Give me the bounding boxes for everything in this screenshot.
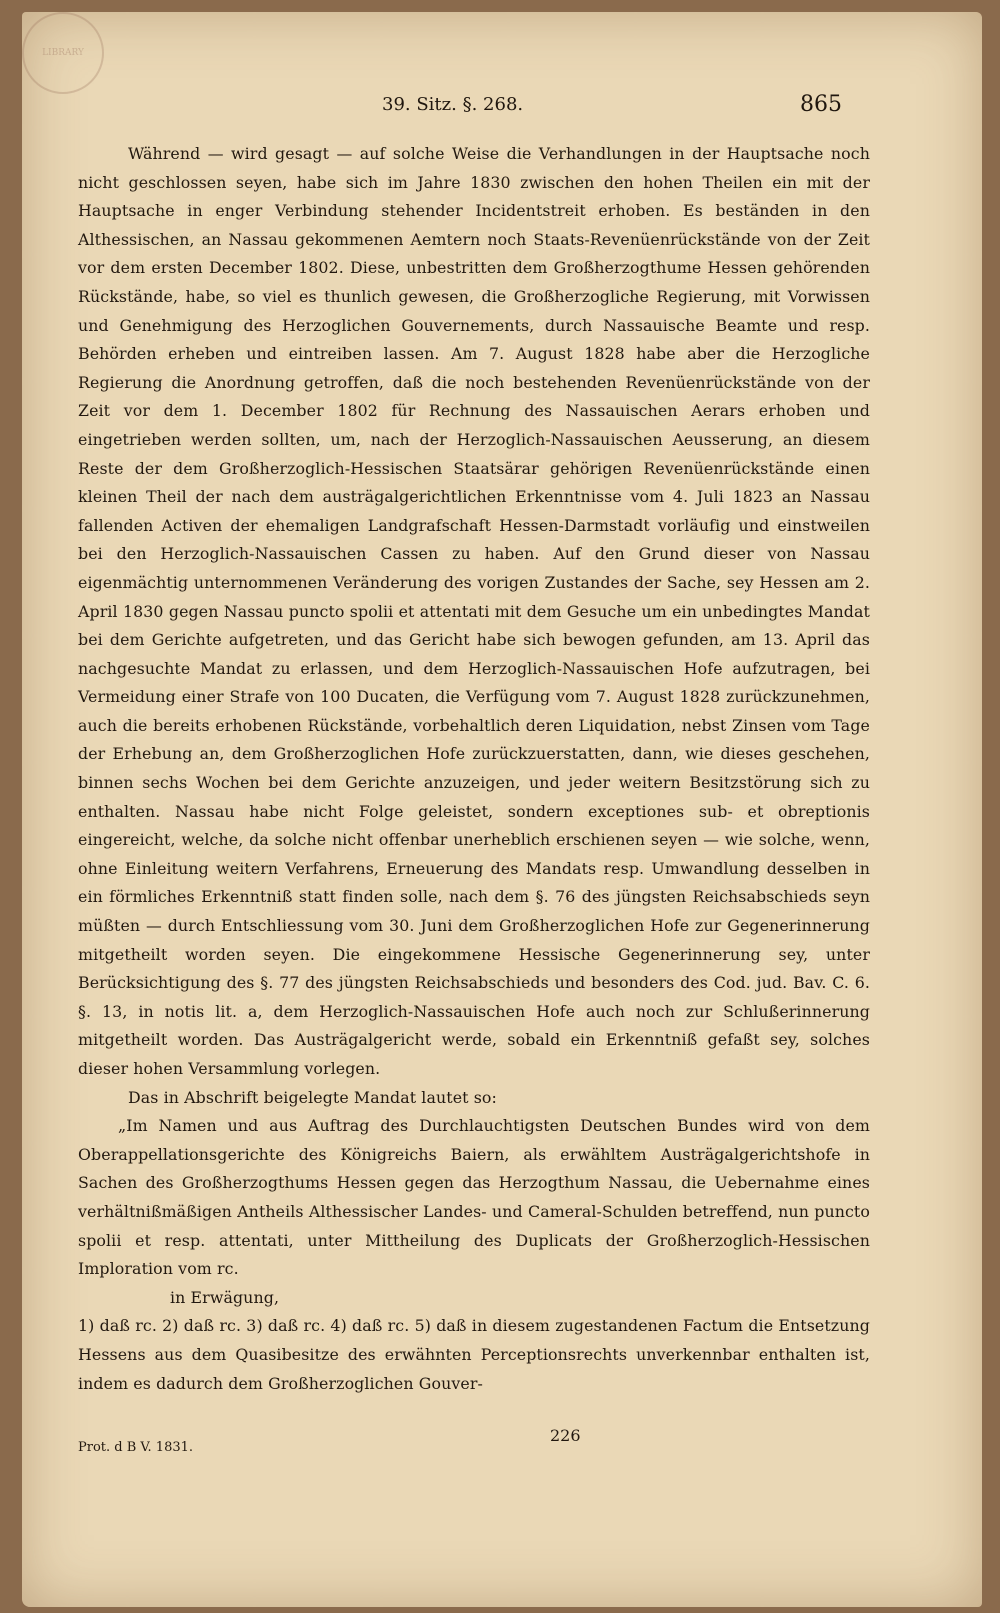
footer-signature-number: 226 (550, 1426, 581, 1445)
mandate-quote: „Im Namen und aus Auftrag des Durchlauchtigsten Deutschen Bundes wird von dem Oberappellationsgerichte des Königreichs Baiern, als erwähltem Austrägalgerichtshofe in Sachen des Großherzogthums Hessen gegen das Herzogthum Nassau, die Uebernahme eines verhältnißmäßigen Antheils Althessischer Landes- und Cameral-Schulden betreffend, nun puncto spolii et resp. attentati, unter Mittheilung des Duplicats der Großherzoglich-Hessischen Imploration vom rc. (78, 1116, 870, 1279)
paragraph: Während — wird gesagt — auf solche Weise die Verhandlungen in der Hauptsache noch nicht geschlossen seyen, habe sich im Jahre 1830 zwischen den hohen Theilen ein mit der Hauptsache in enger Verbindung stehender Incidentstreit erhoben. Es beständen in den Althessischen, an Nassau gekommenen Aemtern noch Staats-Revenüenrückstände von der Zeit vor dem ersten December 1802. Diese, unbestritten dem Großherzogthume Hessen gehörenden Rückstände, habe, so viel es thunlich gewesen, die Großherzogliche Regierung, mit Vorwissen und Genehmigung des Herzoglichen Gouvernements, durch Nassauische Beamte und resp. Behörden erheben und eintreiben lassen. Am 7. August 1828 habe aber die Herzogliche Regierung die Anordnung getroffen, daß die noch bestehenden Revenüenrückstände von der Zeit vor dem 1. December 1802 für Rechnung des Nassauischen Aerars erhoben und eingetrieben werden sollten, um, nach der Herzoglich-Nassauischen Aeusserung, an diesem Reste der dem Großherzoglich-Hessischen Staatsärar gehörigen Revenüenrückstände einen kleinen Theil der nach dem austrägalgerichtlichen Erkenntnisse vom 4. Juli 1823 an Nassau fallenden Activen der ehemaligen Landgrafschaft Hessen-Darmstadt vorläufig und einstweilen bei den Herzoglich-Nassauischen Cassen zu haben. Auf den Grund dieser von Nassau eigenmächtig unternommenen Veränderung des vorigen Zustandes der Sache, sey Hessen am 2. April 1830 gegen Nassau puncto spolii et attentati mit dem Gesuche um ein unbedingtes Mandat bei dem Gerichte aufgetreten, und das Gericht habe sich bewogen gefunden, am 13. April das nachgesuchte Mandat zu erlassen, und dem Herzoglich-Nassauischen Hofe aufzutragen, bei Vermeidung einer Strafe von 100 Ducaten, die Verfügung vom 7. August 1828 zurückzunehmen, auch die bereits erhobenen Rückstände, vorbehaltlich deren Liquidation, nebst Zinsen vom Tage der Erhebung an, dem Großherzoglichen Hofe zurückzuerstatten, dann, wie dieses geschehen, binnen sechs Wochen bei dem Gerichte anzuzeigen, und jeder weitern Besitzstörung sich zu enthalten. Nassau habe nicht Folge geleistet, sondern exceptiones sub- et obreptionis eingereicht, welche, da solche nicht offenbar unerheblich erschienen seyen — wie solche, wenn, ohne Einleitung weitern Verfahrens, Erneuerung des Mandats resp. Umwandlung desselben in ein förmliches Erkenntniß statt finden solle, nach dem §. 76 des jüngsten Reichsabschieds seyn müßten — durch Entschliessung vom 30. Juni dem Großherzoglichen Hofe zur Gegenerinnerung mitgetheilt worden seyen. Die eingekommene Hessische Gegenerinnerung sey, unter Berücksichtigung des §. 77 des jüngsten Reichsabschieds und besonders des Cod. jud. Bav. C. 6. §. 13, in notis lit. a, dem Herzoglich-Nassauischen Hofe auch noch zur Schlußerinnerung mitgetheilt worden. Das Austrägalgericht werde, sobald ein Erkenntniß gefaßt sey, solches dieser hohen Versammlung vorlegen. (78, 144, 870, 1078)
paragraph: Das in Abschrift beigelegte Mandat lautet so: (128, 1087, 497, 1107)
library-stamp: LIBRARY (22, 12, 104, 94)
page-number: 865 (800, 92, 842, 117)
body-text (78, 140, 870, 1398)
enumeration-paragraph: 1) daß rc. 2) daß rc. 3) daß rc. 4) daß rc. 5) daß in diesem zugestandenen Factum die Entsetzung Hessens aus dem Quasibesitze des erwähnten Perceptionsrechts unverkennbar enthalten ist, indem es dadurch dem Großherzoglichen Gouver- (78, 1316, 870, 1393)
running-title: 39. Sitz. §. 268. (382, 94, 524, 115)
in-erwaegung-line: in Erwägung, (170, 1287, 280, 1307)
page-header (22, 94, 982, 124)
document-page (22, 12, 982, 1607)
footer-signature-line: Prot. d B V. 1831. (78, 1440, 194, 1455)
